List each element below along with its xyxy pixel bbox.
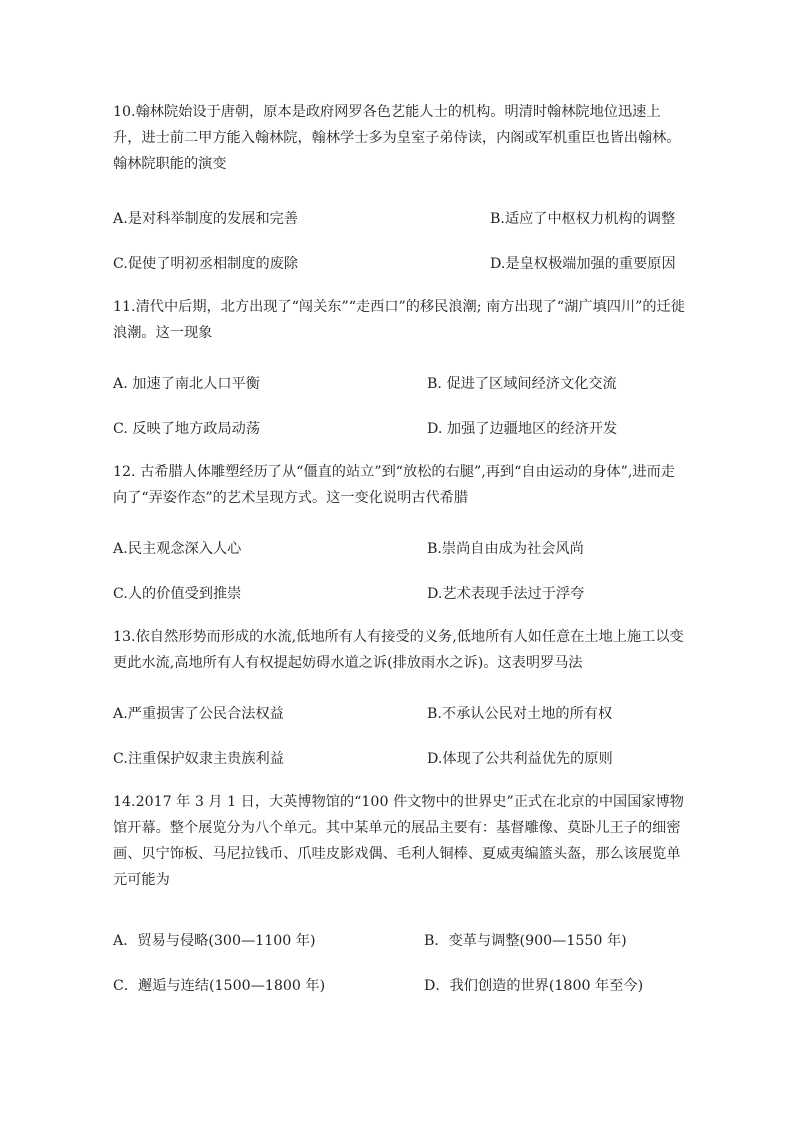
question-11-option-a: A. 加速了南北人口平衡 [113,376,260,392]
question-14-option-b: B．变革与调整(900—1550 年) [424,933,627,949]
question-13-option-b: B.不承认公民对土地的所有权 [427,706,613,722]
question-14-option-d: D．我们创造的世界(1800 年至今) [424,978,644,994]
question-12-option-b: B.崇尚自由成为社会风尚 [427,541,584,557]
question-10-option-c: C.促使了明初丞相制度的废除 [113,256,299,272]
question-13-stem: 13.依自然形势而形成的水流,低地所有人有接受的义务,低地所有人如任意在土地上施工以变更此水流,高地所有人有权提起妨碍水道之诉(排放雨水之诉)。这表明罗马法 [113,629,684,671]
question-10-option-a: A.是对科举制度的发展和完善 [113,211,299,227]
question-11-option-c: C. 反映了地方政局动荡 [113,421,261,437]
question-13-option-c: C.注重保护奴隶主贵族利益 [113,751,284,767]
question-11-option-d: D. 加强了边疆地区的经济开发 [427,421,618,437]
question-12-stem: 12. 古希腊人体雕塑经历了从“僵直的站立”到“放松的右腿”,再到“自由运动的身体”,进而走向了“弄姿作态”的艺术呈现方式。这一变化说明古代希腊 [113,464,675,506]
question-14-option-c: C．邂逅与连结(1500—1800 年) [113,978,326,994]
question-10-option-d: D.是皇权极端加强的重要原因 [490,256,676,272]
question-12-option-d: D.艺术表现手法过于浮夸 [427,586,585,602]
question-12-option-a: A.民主观念深入人心 [113,541,242,557]
question-14-stem: 14.2017 年 3 月 1 日，大英博物馆的“100 件文物中的世界史”正式在北京的中国国家博物馆开幕。整个展览分为八个单元。其中某单元的展品主要有：基督雕像、莫卧儿王子的细密画、贝宁饰板、马尼拉钱币、爪哇皮影戏偶、毛利人铜棒、夏威夷编篮头盔，那么该展览单元可能为 [113,794,684,888]
question-14-option-a: A．贸易与侵略(300—1100 年) [113,933,316,949]
question-11-stem: 11.清代中后期，北方出现了“闯关东”“走西口”的移民浪潮; 南方出现了“湖广填四川”的迁徙浪潮。这一现象 [113,299,685,341]
question-10-option-b: B.适应了中枢权力机构的调整 [490,211,676,227]
question-10-stem: 10.翰林院始设于唐朝，原本是政府网罗各色艺能人士的机构。明清时翰林院地位迅速上升，进士前二甲方能入翰林院，翰林学士多为皇室子弟侍读，内阁或军机重臣也皆出翰林。翰林院职能的演变 [113,104,681,172]
question-11-option-b: B. 促进了区域间经济文化交流 [427,376,617,392]
question-13-option-d: D.体现了公共利益优先的原则 [427,751,613,767]
question-13-option-a: A.严重损害了公民合法权益 [113,706,284,722]
question-12-option-c: C.人的价值受到推崇 [113,586,242,602]
